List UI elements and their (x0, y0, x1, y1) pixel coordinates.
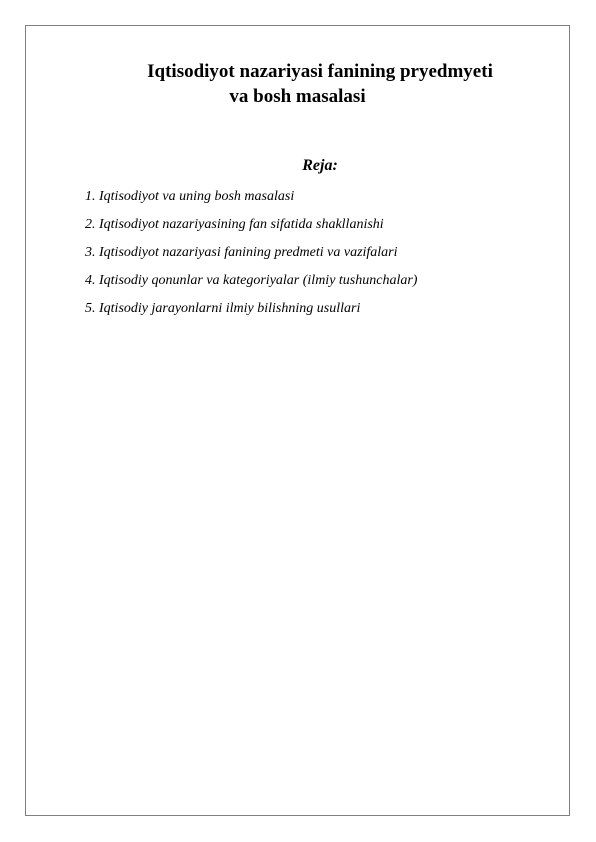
plan-item-5: 5. Iqtisodiy jarayonlarni ilmiy bilishning usullari (85, 301, 361, 316)
plan-heading: Reja: (302, 157, 338, 174)
plan-item-1: 1. Iqtisodiyot va uning bosh masalasi (85, 189, 295, 204)
title-line-1: Iqtisodiyot nazariyasi fanining pryedmyeti (147, 61, 493, 82)
title-line-2: va bosh masalasi (229, 86, 366, 107)
plan-item-2: 2. Iqtisodiyot nazariyasining fan sifatida shakllanishi (85, 217, 384, 232)
plan-list (85, 187, 417, 327)
document-title (26, 59, 569, 109)
page-frame (25, 25, 570, 816)
plan-item-3: 3. Iqtisodiyot nazariyasi fanining predmeti va vazifalari (85, 245, 398, 260)
plan-item-4: 4. Iqtisodiy qonunlar va kategoriyalar (ilmiy tushunchalar) (85, 273, 418, 288)
